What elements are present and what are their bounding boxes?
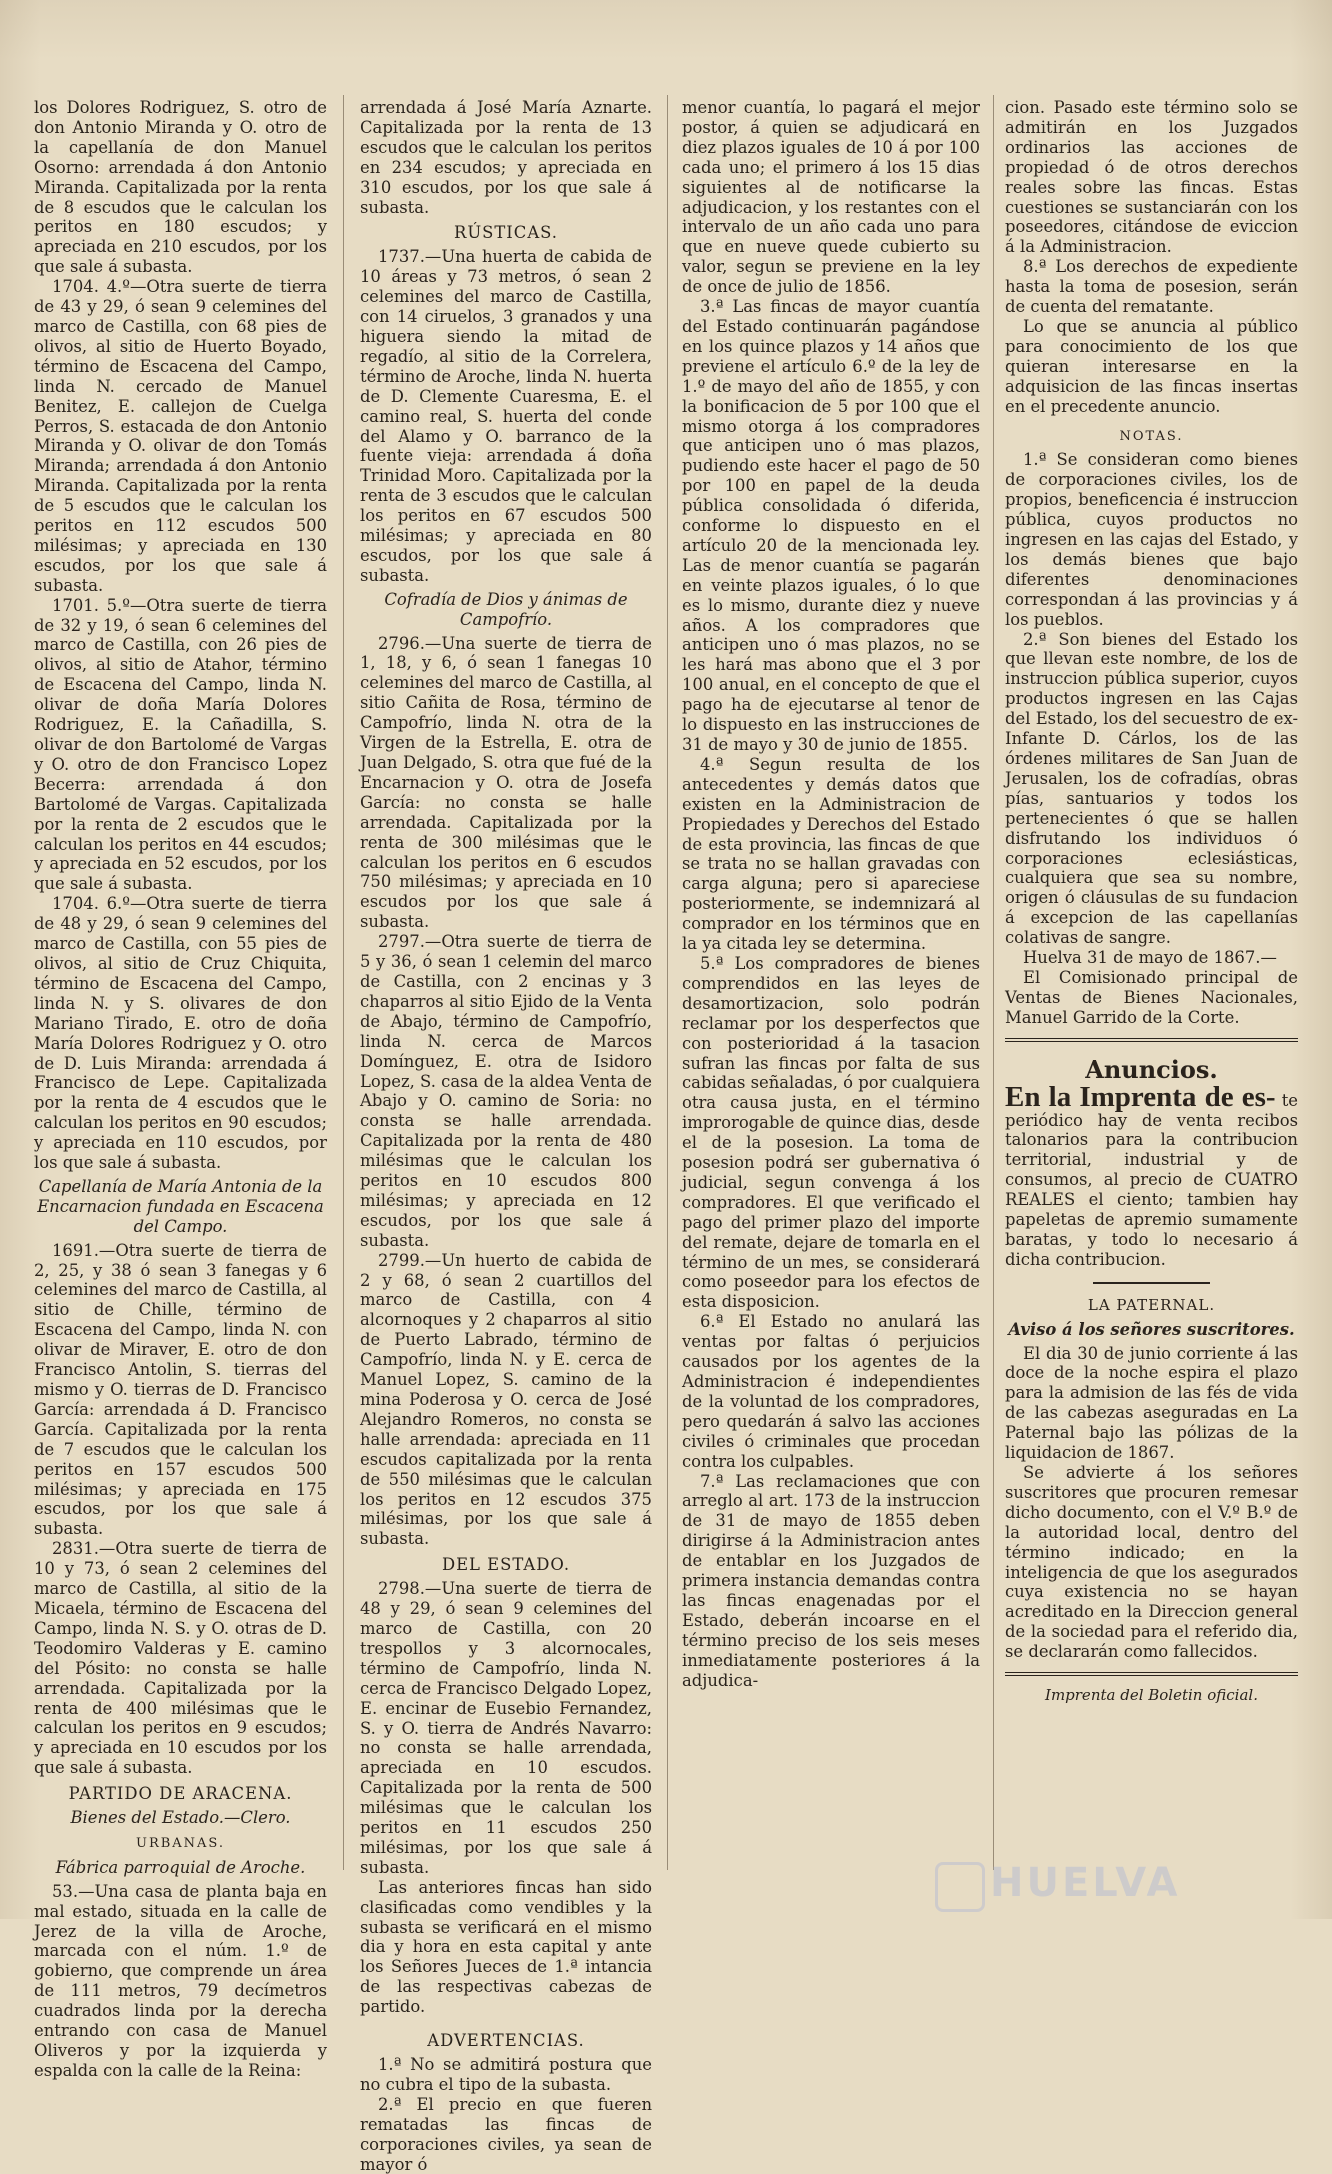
- section-heading: NOTAS.: [1119, 428, 1184, 444]
- divider: [1005, 1038, 1298, 1042]
- date-line: Huelva 31 de mayo de 1867.—: [1023, 948, 1277, 968]
- paragraph: Se advierte á los señores suscritores que procuren remesar dicho documento, con el V.º B.º de la autoridad local, dentro del término indicado; en la inteligencia de que los asegurados cuya existencia no se hayan acreditado en la Direccion general de la sociedad para el referido dia, se declararán como fallecidos.: [1005, 1463, 1298, 1662]
- section-heading: Capellanía de María Antonia de la Encarnacion fundada en Escacena del Campo.: [37, 1176, 324, 1236]
- paragraph: 53.—Una casa de planta baja en mal estado, situada en la calle de Jerez de la villa de Aroche, marcada con el núm. 1.º de gobierno, que comprende un área de 111 metros, 79 decímetros cuadrados linda por la derecha entrando con casa de Manuel Oliveros y por la izquierda y espalda con la calle de la Reina:: [34, 1881, 327, 2080]
- paragraph: 1.ª Se consideran como bienes de corporaciones civiles, los de propios, beneficencia é instruccion pública, cuyos productos no ingresen en las cajas del Estado, y los demás bienes que bajo diferentes denominaciones correspondan á las provincias y á los pueblos.: [1005, 450, 1298, 629]
- column-rule: [667, 95, 668, 1870]
- ad-lead: En la Imprenta de es-: [1005, 1080, 1276, 1113]
- paragraph: 2.ª El precio en que fueren rematadas las fincas de corporaciones civiles, ya sean de mayor ó: [360, 2094, 652, 2174]
- paragraph: 7.ª Las reclamaciones que con arreglo al art. 173 de la instruccion de 31 de mayo de 1855 deben dirigirse á la Administracion antes de entablar en los Juzgados de primera instancia demandas contra las fincas enagenadas por el Estado, deberán incoarse en el término preciso de los seis meses inmediatamente posteriores á la adjudica-: [682, 1471, 980, 1690]
- divider: [1005, 1672, 1298, 1676]
- column-1: [34, 98, 327, 2081]
- paragraph: 5.ª Los compradores de bienes comprendidos en las leyes de desamortizacion, solo podrán reclamar por los desperfectos que con posterioridad á la tasacion sufran las fincas por falta de sus cabidas señaladas, ó por cualquiera otra causa justa, en el término improrogable de quince dias, desde el de la posesion. La toma de posesion podrá ser gubernativa ó judicial, segun convenga á los compradores. El que verificado el pago del primer plazo del importe del remate, dejare de tomarla en el término de un mes, se considerará como poseedor para los efectos de esta disposicion.: [682, 953, 980, 1312]
- ad-paragraph: [1005, 1080, 1298, 1270]
- section-heading: PARTIDO DE ARACENA.: [68, 1784, 293, 1804]
- watermark-seal-icon: [935, 1862, 985, 1912]
- paragraph: 8.ª Los derechos de expediente hasta la toma de posesion, serán de cuenta del rematante.: [1005, 257, 1298, 317]
- paragraph: 2797.—Otra suerte de tierra de 5 y 36, ó sean 1 celemin del marco de Castilla, con 2 encinas y 3 chaparros al sitio Ejido de la Venta de Abajo, término de Campofrío, linda N. cerca de Marcos Domínguez, E. otra de Isidoro Lopez, S. casa de la aldea Venta de Abajo y O. camino de Soria: no consta se halle arrendada. Capitalizada por la renta de 480 milésimas que le calculan los peritos en 10 escudos 800 milésimas; y apreciada en 12 escudos, por los que sale á subasta.: [360, 932, 652, 1250]
- section-heading: DEL ESTADO.: [441, 1555, 571, 1575]
- divider: [1093, 1282, 1210, 1284]
- paragraph: los Dolores Rodriguez, S. otro de don Antonio Miranda y O. otro de la capellanía de don Manuel Osorno: arrendada á don Antonio Miranda. Capitalizada por la renta de 8 escudos que le calculan los peritos en 180 escudos; y apreciada en 210 escudos, por los que sale á subasta.: [34, 98, 327, 277]
- paragraph: 3.ª Las fincas de mayor cuantía del Estado continuarán pagándose en los quince plazos y 14 años que previene el artículo 6.º de la ley de 1.º de mayo del año de 1855, y con la bonificacion de 5 por 100 que el mismo otorga á los compradores que anticipen uno ó mas plazos, pudiendo este hacer el pago de 50 por 100 en papel de la deuda pública consolidada ó diferida, conforme lo dispuesto en el artículo 20 de la mencionada ley. Las de menor cuantía se pagarán en veinte plazos iguales, ó lo que es lo mismo, durante diez y nueve años. A los compradores que anticipen uno ó mas plazos, no se les hará mas abono que el 3 por 100 anual, en el concepto de que el pago ha de ejecutarse al tenor de lo dispuesto en las instrucciones de 31 de mayo y 30 de junio de 1855.: [682, 297, 980, 754]
- ad-text: te periódico hay de venta recibos talonarios para la contribucion territorial, industrial y de consumos, al precio de CUATRO REALES el ciento; tambien hay papeletas de apremio sumamente baratas, y todo lo necesario á dicha contribucion.: [1005, 1090, 1298, 1269]
- signature-line: El Comisionado principal de Ventas de Bienes Nacionales, Manuel Garrido de la Corte.: [1005, 967, 1298, 1027]
- paragraph: arrendada á José María Aznarte. Capitalizada por la renta de 13 escudos que le calculan los peritos en 234 escudos; y apreciada en 310 escudos, por los que sale á subasta.: [360, 98, 652, 217]
- paragraph: 1704. 6.º—Otra suerte de tierra de 48 y 29, ó sean 9 celemines del marco de Castilla, con 55 pies de olivos, al sitio de Cruz Chiquita, término de Escacena del Campo, linda N. y S. olivares de don Mariano Tirado, E. otro de doña María Dolores Rodriguez y O. otro de D. Luis Miranda: arrendada á Francisco de Lepe. Capitalizada por la renta de 4 escudos que le calculan los peritos en 90 escudos; y apreciada en 110 escudos, por los que sale á subasta.: [34, 894, 327, 1173]
- section-heading: Cofradía de Dios y ánimas de Campofrío.: [384, 589, 628, 629]
- paragraph: 1701. 5.º—Otra suerte de tierra de 32 y 19, ó sean 6 celemines del marco de Castilla, con 26 pies de olivos, al sitio de Atahor, término de Escacena del Campo, linda N. olivar de doña María Dolores Rodriguez, E. la Cañadilla, S. olivar de don Bartolomé de Vargas y O. otro de don Francisco Lopez Becerra: arrendada á don Bartolomé de Vargas. Capitalizada por la renta de 2 escudos que le calculan los peritos en 44 escudos; y apreciada en 52 escudos, por los que sale á subasta.: [34, 595, 327, 894]
- subheading: Fábrica parroquial de Aroche.: [55, 1857, 306, 1877]
- paragraph: 2796.—Una suerte de tierra de 1, 18, y 6, ó sean 1 fanegas 10 celemines del marco de Castilla, al sitio Cañita de Rosa, término de Campofrío, linda N. otra de la Virgen de la Estrella, E. otra de Juan Delgado, S. otra que fué de la Encarnacion y O. otra de Josefa García: no consta se halle arrendada. Capitalizada por la renta de 300 milésimas que le calculan los peritos en 6 escudos 750 milésimas; y apreciada en 10 escudos por los que sale á subasta.: [360, 633, 652, 932]
- paragraph: 1691.—Otra suerte de tierra de 2, 25, y 38 ó sean 3 fanegas y 6 celemines del marco de Castilla, al sitio de Chille, término de Escacena del Campo, linda N. con olivar de Miraver, E. otro de don Francisco Antolin, S. tierras del mismo y O. tierras de D. Francisco García: arrendada á D. Francisco García. Capitalizada por la renta de 7 escudos que le calculan los peritos en 157 escudos 500 milésimas; y apreciada en 175 escudos, por los que sale á subasta.: [34, 1240, 327, 1539]
- subheading: URBANAS.: [135, 1835, 226, 1851]
- column-4: [1005, 98, 1298, 1710]
- paragraph: 2.ª Son bienes del Estado los que llevan este nombre, de los de instruccion pública superior, cuyos productos ingresen en las Cajas del Estado, los del secuestro de ex-Infante D. Cárlos, los de las órdenes militares de San Juan de Jerusalen, los de cofradías, obras pías, santuarios y todos los pertenecientes ó que se hallen disfrutando los individuos ó corporaciones eclesiásticas, cualquiera que sea su nombre, origen ó cláusulas de su fundacion á excepcion de las capellanías colativas de sangre.: [1005, 629, 1298, 948]
- column-rule: [343, 95, 344, 1870]
- paragraph: 1737.—Una huerta de cabida de 10 áreas y 73 metros, ó sean 2 celemines del marco de Castilla, con 14 ciruelos, 3 granados y una higuera siendo la mitad de regadío, al sitio de la Correlera, término de Aroche, linda N. huerta de D. Clemente Cuaresma, E. el camino real, S. huerta del conde del Alamo y O. barranco de la fuente vieja: arrendada á doña Trinidad Moro. Capitalizada por la renta de 3 escudos que le calculan los peritos en 67 escudos 500 milésimas; y apreciada en 80 escudos, por los que sale á subasta.: [360, 247, 652, 585]
- paragraph: Las anteriores fincas han sido clasificadas como vendibles y la subasta se verificará en el mismo dia y hora en esta capital y ante los Señores Jueces de 1.ª intancia de las respectivas cabezas de partido.: [360, 1877, 652, 2017]
- column-2: [360, 98, 652, 2174]
- subheading: Bienes del Estado.—Clero.: [70, 1808, 291, 1828]
- paragraph: 2799.—Un huerto de cabida de 2 y 68, ó sean 2 cuartillos del marco de Castilla, con 4 alcornoques y 2 chaparros al sitio de Puerto Labrado, término de Campofrío, linda N. y E. cerca de Manuel Lopez, S. camino de la mina Poderosa y O. cerca de José Alejandro Romeros, no consta se halle arrendada: apreciada en 11 escudos capitalizada por la renta de 550 milésimas que le calculan los peritos en 12 escudos 375 milésimas, por los que sale á subasta.: [360, 1250, 652, 1549]
- paragraph: 1704. 4.º—Otra suerte de tierra de 43 y 29, ó sean 9 celemines del marco de Castilla, con 68 pies de olivos, al sitio de Huerto Boyado, término de Escacena del Campo, linda N. cercado de Manuel Benitez, E. callejon de Cuelga Perros, S. estacada de don Antonio Miranda y O. olivar de don Tomás Miranda; arrendada á don Antonio Miranda. Capitalizada por la renta de 5 escudos que le calculan los peritos en 112 escudos 500 milésimas; y apreciada en 130 escudos, por los que sale á subasta.: [34, 277, 327, 595]
- ad-subheading: Aviso á los señores suscritores.: [1008, 1319, 1295, 1339]
- paragraph: 2798.—Una suerte de tierra de 48 y 29, ó sean 9 celemines del marco de Castilla, con 20 trespollos y 3 alcornocales, término de Campofrío, linda N. cerca de Francisco Delgado Lopez, E. encinar de Eusebio Fernandez, S. y O. tierra de Andrés Navarro: no consta se halle arrendada, apreciada en 10 escudos. Capitalizada por la renta de 500 milésimas que le calculan los peritos en 11 escudos 250 milésimas, por los que sale á subasta.: [360, 1579, 652, 1877]
- paragraph: menor cuantía, lo pagará el mejor postor, á quien se adjudicará en diez plazos iguales de 10 á por 100 cada uno; el primero á los 15 dias siguientes al de notificarse la adjudicacion, y los restantes con el intervalo de un año cada uno para que en nueve quede cubierto su valor, segun se previene en la ley de once de julio de 1856.: [682, 98, 980, 297]
- section-heading: RÚSTICAS.: [453, 223, 559, 243]
- paragraph: El dia 30 de junio corriente á las doce de la noche espira el plazo para la admision de las fés de vida de las cabezas aseguradas en La Paternal bajo las pólizas de la liquidacion de 1867.: [1005, 1343, 1298, 1463]
- column-rule: [993, 95, 994, 1870]
- paragraph: 4.ª Segun resulta de los antecedentes y demás datos que existen en la Administracion de Propiedades y Derechos del Estado de esta provincia, las fincas de que se trata no se hallan gravadas con carga alguna; pero si apareciese posteriormente, se indemnizará al comprador en los términos que en la ya citada ley se determina.: [682, 754, 980, 954]
- paragraph: cion. Pasado este término solo se admitirán en los Juzgados ordinarios las acciones de propiedad ó de otros derechos reales sobre las fincas. Estas cuestiones se sustanciarán con los poseedores, citándose de eviccion á la Administracion.: [1005, 98, 1298, 257]
- paragraph: 1.ª No se admitirá postura que no cubra el tipo de la subasta.: [360, 2055, 652, 2094]
- section-heading: ADVERTENCIAS.: [427, 2031, 585, 2051]
- printer-imprint: Imprenta del Boletin oficial.: [1045, 1686, 1258, 1705]
- paragraph: Lo que se anuncia al público para conocimiento de los que quieran interesarse en la adquisicion de las fincas insertas en el precedente anuncio.: [1005, 316, 1298, 416]
- watermark: HUELVA: [990, 1860, 1181, 1906]
- paragraph: 2831.—Otra suerte de tierra de 10 y 73, ó sean 2 celemines del marco de Castilla, al sitio de la Micaela, término de Escacena del Campo, linda N. S. y O. otras de D. Teodomiro Valderas y E. camino del Pósito: no consta se halle arrendada. Capitalizada por la renta de 400 milésimas que le calculan los peritos en 9 escudos; y apreciada en 10 escudos por los que sale á subasta.: [34, 1539, 327, 1778]
- paragraph: 6.ª El Estado no anulará las ventas por faltas ó perjuicios causados por los agentes de la Administracion é independientes de la voluntad de los compradores, pero quedarán á salvo las acciones civiles ó criminales que procedan contra los culpables.: [682, 1312, 980, 1471]
- ad-heading: LA PATERNAL.: [1087, 1295, 1216, 1314]
- column-3: [682, 98, 980, 1691]
- ads-heading: Anuncios.: [1085, 1054, 1218, 1084]
